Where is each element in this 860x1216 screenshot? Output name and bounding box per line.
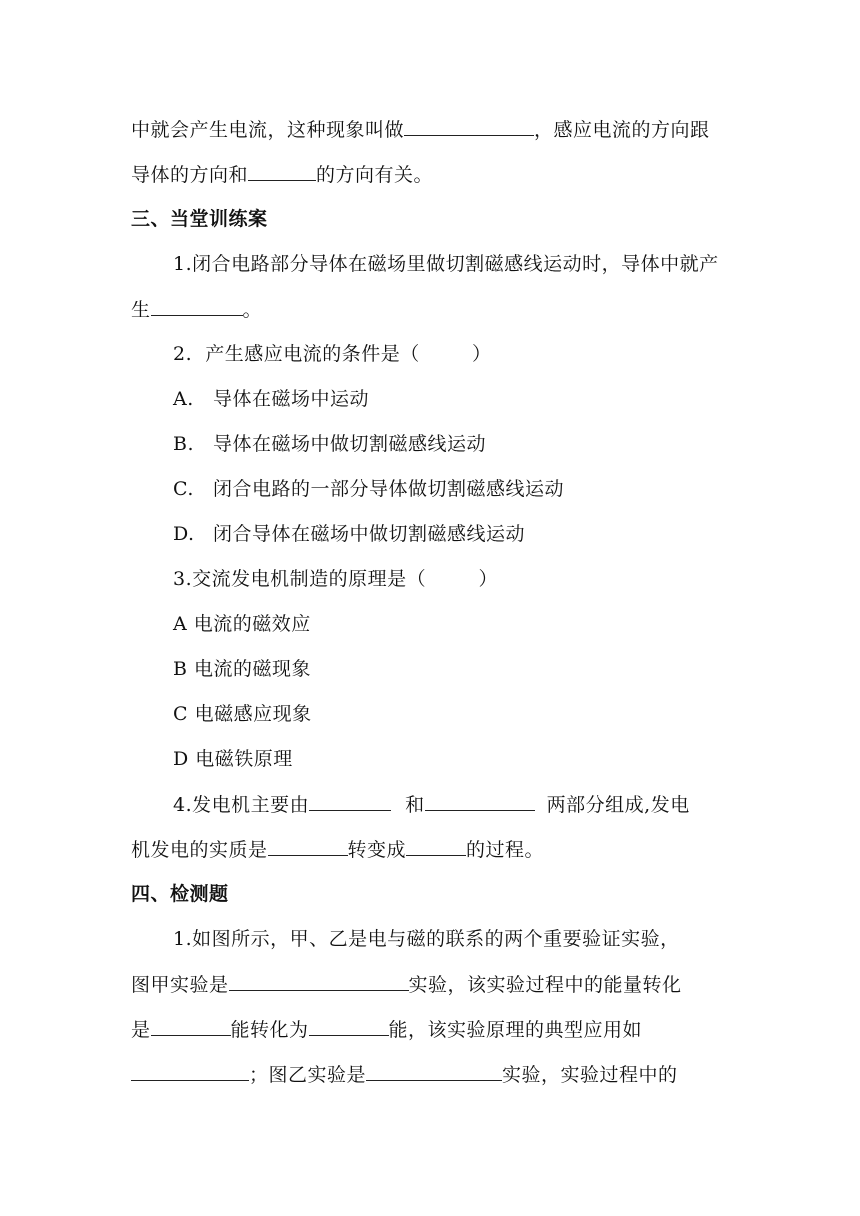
section-heading: 四、检测题 <box>131 883 229 905</box>
question-text: 转变成 <box>347 839 407 861</box>
option-d[interactable]: D 电磁铁原理 <box>173 748 293 770</box>
option-c[interactable] <box>173 477 564 501</box>
option-b[interactable]: B 电流的磁现象 <box>173 658 312 680</box>
option-text: 闭合电路的一部分导体做切割磁感线运动 <box>213 478 565 500</box>
question-text: 是 <box>131 1019 151 1041</box>
answer-blank[interactable] <box>406 837 466 856</box>
question-text: 两部分组成,发电 <box>546 794 690 816</box>
question-text: 实验，实验过程中的 <box>502 1064 678 1086</box>
question-text: 1.如图所示，甲、乙是电与磁的联系的两个重要验证实验， <box>173 928 680 950</box>
intro-line-2 <box>131 162 433 187</box>
option-text: 导体在磁场中做切割磁感线运动 <box>213 433 487 455</box>
option-a[interactable] <box>173 387 369 411</box>
detect-question-1 <box>173 927 680 951</box>
option-a[interactable]: A 电流的磁效应 <box>173 613 311 635</box>
question-text: 的过程。 <box>466 839 545 861</box>
answer-blank[interactable] <box>268 837 348 856</box>
answer-blank[interactable] <box>404 117 534 136</box>
detect-question-1-line-4 <box>131 1062 678 1087</box>
question-text: 1.闭合电路部分导体在磁场里做切割磁感线运动时，导体中就产 <box>173 253 719 275</box>
question-text: 实验，该实验过程中的能量转化 <box>408 974 682 996</box>
question-text: 生 <box>131 299 151 321</box>
question-1-cont <box>131 297 262 322</box>
answer-blank[interactable] <box>309 1017 389 1036</box>
question-4-cont <box>131 837 544 862</box>
question-4 <box>173 792 690 817</box>
option-c[interactable]: C 电磁感应现象 <box>173 703 312 725</box>
option-letter: D. <box>173 523 195 545</box>
option-text: 闭合导体在磁场中做切割磁感线运动 <box>213 523 526 545</box>
intro-text: 中就会产生电流，这种现象叫做 <box>131 119 405 141</box>
answer-blank[interactable] <box>131 1062 249 1081</box>
question-1 <box>173 252 719 276</box>
question-text: 机发电的实质是 <box>131 839 268 861</box>
option-d[interactable] <box>173 522 525 546</box>
option-b[interactable] <box>173 432 486 456</box>
detect-question-1-line-2 <box>131 972 682 997</box>
section-heading: 三、当堂训练案 <box>131 208 268 230</box>
question-text: 4.发电机主要由 <box>173 794 310 816</box>
option-text: 导体在磁场中运动 <box>213 388 370 410</box>
intro-text: 的方向有关。 <box>316 164 434 186</box>
answer-blank[interactable] <box>425 792 535 811</box>
option-letter: B. <box>173 433 195 455</box>
answer-blank[interactable] <box>309 792 391 811</box>
answer-blank[interactable] <box>248 162 316 181</box>
answer-blank[interactable] <box>229 972 409 991</box>
answer-blank[interactable] <box>151 297 243 316</box>
question-text: 能转化为 <box>230 1019 309 1041</box>
question-text: ；图乙实验是 <box>249 1064 367 1086</box>
detect-question-1-line-3 <box>131 1017 642 1042</box>
answer-blank[interactable] <box>366 1062 502 1081</box>
question-text: 图甲实验是 <box>131 974 229 996</box>
intro-line-1 <box>131 117 710 142</box>
question-text: 。 <box>242 299 263 321</box>
answer-blank[interactable] <box>151 1017 231 1036</box>
question-3: 3.交流发电机制造的原理是（ ） <box>173 568 498 590</box>
option-letter: C. <box>173 478 194 500</box>
question-text: 能，该实验原理的典型应用如 <box>388 1019 643 1041</box>
option-letter: A. <box>173 388 194 410</box>
intro-text: ，感应电流的方向跟 <box>534 119 710 141</box>
intro-text: 导体的方向和 <box>131 164 249 186</box>
question-text: 和 <box>405 794 425 816</box>
question-2: 2. 产生感应电流的条件是（ ） <box>173 343 492 365</box>
